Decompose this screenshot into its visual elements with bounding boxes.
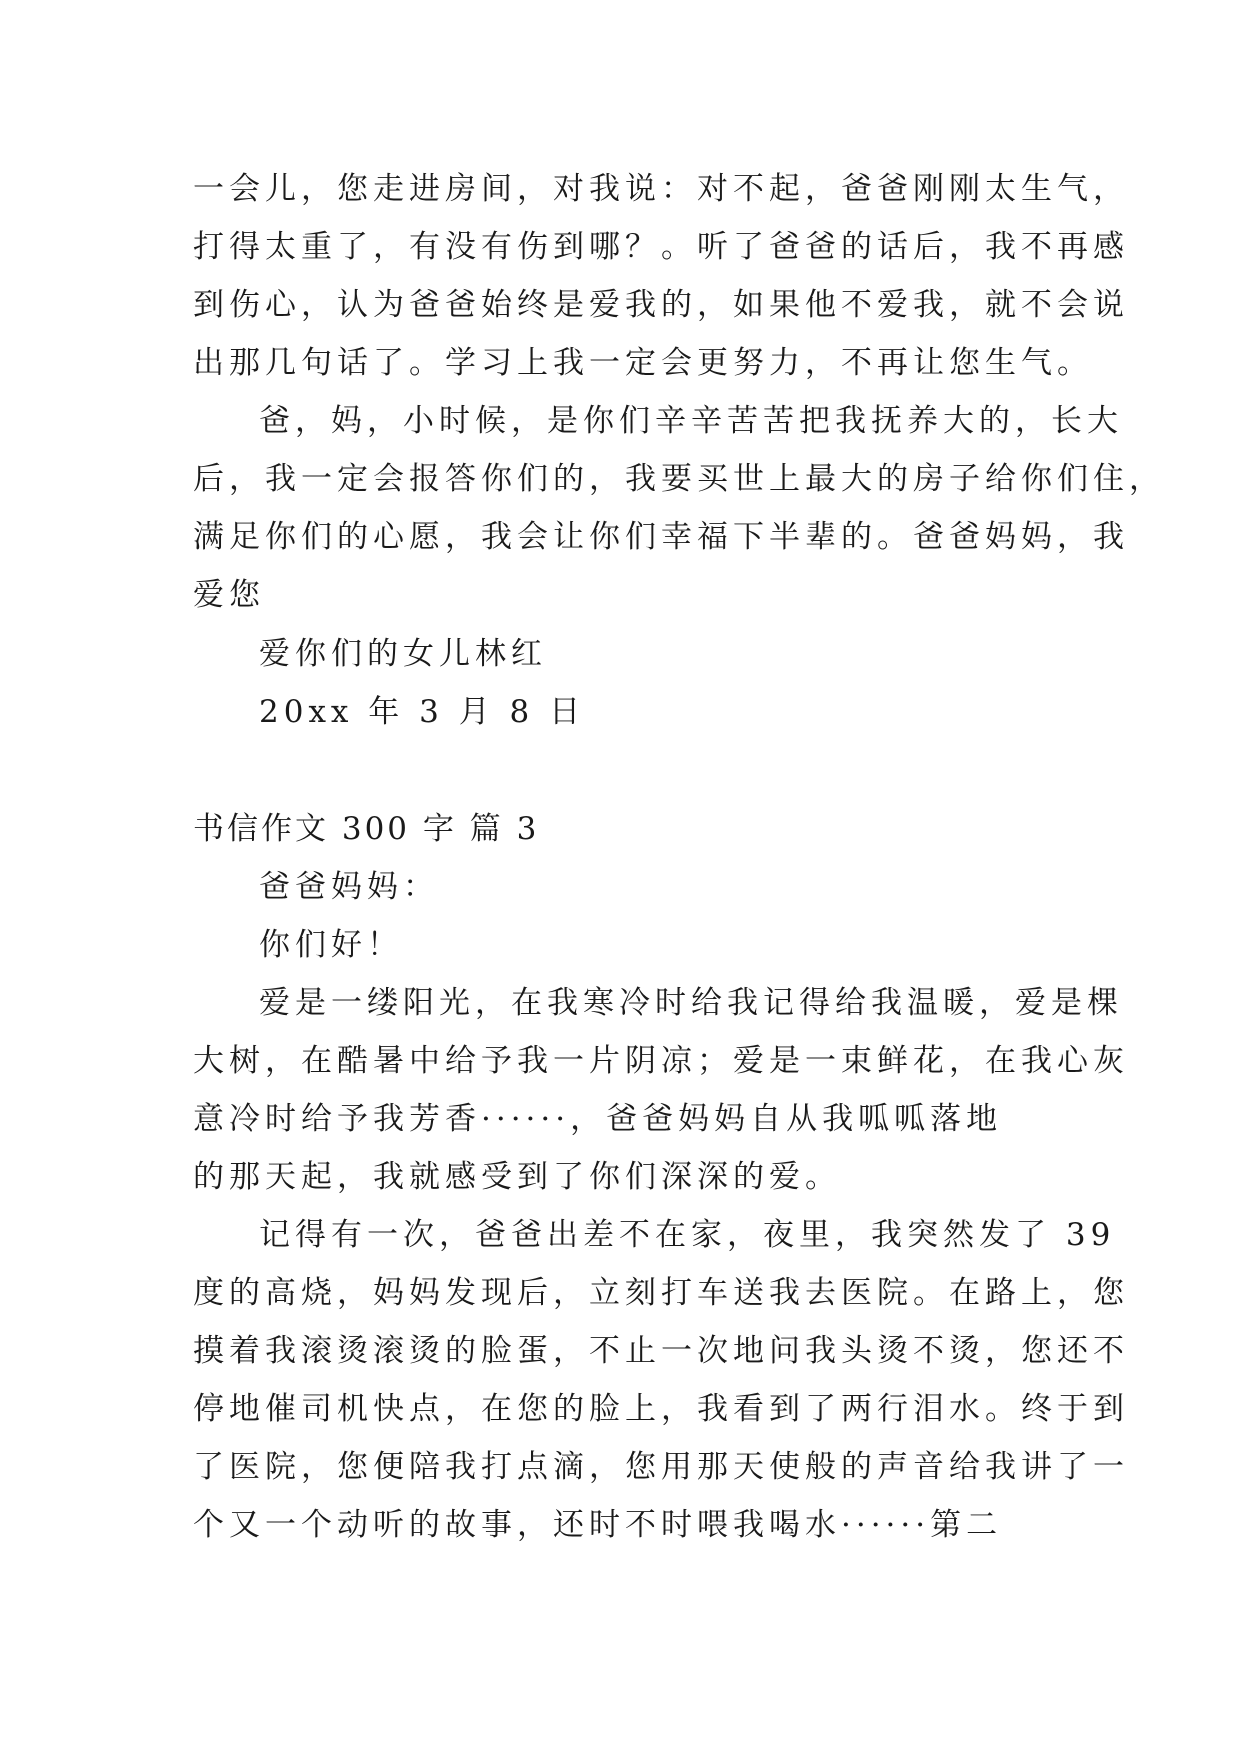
paragraph-line: 到伤心，认为爸爸始终是爱我的，如果他不爱我，就不会说 <box>193 287 1129 323</box>
signature: 爱你们的女儿林红 <box>259 636 547 672</box>
paragraph-gratitude <box>193 392 1165 624</box>
paragraph-line: 个又一个动听的故事，还时不时喂我喝水······第二 <box>193 1507 1003 1543</box>
paragraph-line: 摸着我滚烫滚烫的脸蛋，不止一次地问我头烫不烫，您还不 <box>193 1333 1129 1369</box>
paragraph-line: 的那天起，我就感受到了你们深深的爱。 <box>193 1159 841 1195</box>
paragraph-line: 后，我一定会报答你们的，我要买世上最大的房子给你们住， <box>193 461 1165 497</box>
section-title: 书信作文 300 字 篇 3 <box>193 811 540 847</box>
paragraph-line: 度的高烧，妈妈发现后，立刻打车送我去医院。在路上，您 <box>193 1275 1129 1311</box>
letter-signature-block <box>193 625 1063 741</box>
letter-opening <box>193 858 1063 974</box>
paragraph-memory <box>193 1206 1129 1554</box>
paragraph-line: 停地催司机快点，在您的脸上，我看到了两行泪水。终于到 <box>193 1391 1129 1427</box>
paragraph-love <box>193 974 1129 1206</box>
paragraph-line: 记得有一次，爸爸出差不在家，夜里，我突然发了 39 <box>259 1217 1116 1253</box>
paragraph-line: 出那几句话了。学习上我一定会更努力，不再让您生气。 <box>193 345 1093 381</box>
paragraph-line: 打得太重了，有没有伤到哪？。听了爸爸的话后，我不再感 <box>193 229 1129 265</box>
letter-date: 20xx 年 3 月 8 日 <box>259 694 586 730</box>
paragraph-line: 大树，在酷暑中给予我一片阴凉；爱是一束鲜花，在我心灰 <box>193 1043 1129 1079</box>
paragraph-apology <box>193 160 1129 392</box>
greeting: 你们好！ <box>259 927 403 963</box>
paragraph-line: 一会儿，您走进房间，对我说：对不起，爸爸刚刚太生气， <box>193 171 1129 207</box>
paragraph-line: 爱是一缕阳光，在我寒冷时给我记得给我温暖，爱是棵 <box>259 985 1123 1021</box>
paragraph-line: 爱您 <box>193 577 265 613</box>
paragraph-line: 了医院，您便陪我打点滴，您用那天使般的声音给我讲了一 <box>193 1449 1129 1485</box>
paragraph-line: 满足你们的心愿，我会让你们幸福下半辈的。爸爸妈妈，我 <box>193 519 1129 555</box>
paragraph-line: 爸，妈，小时候，是你们辛辛苦苦把我抚养大的，长大 <box>259 403 1123 439</box>
salutation: 爸爸妈妈： <box>259 869 439 905</box>
paragraph-line: 意冷时给予我芳香······，爸爸妈妈自从我呱呱落地 <box>193 1101 1003 1137</box>
